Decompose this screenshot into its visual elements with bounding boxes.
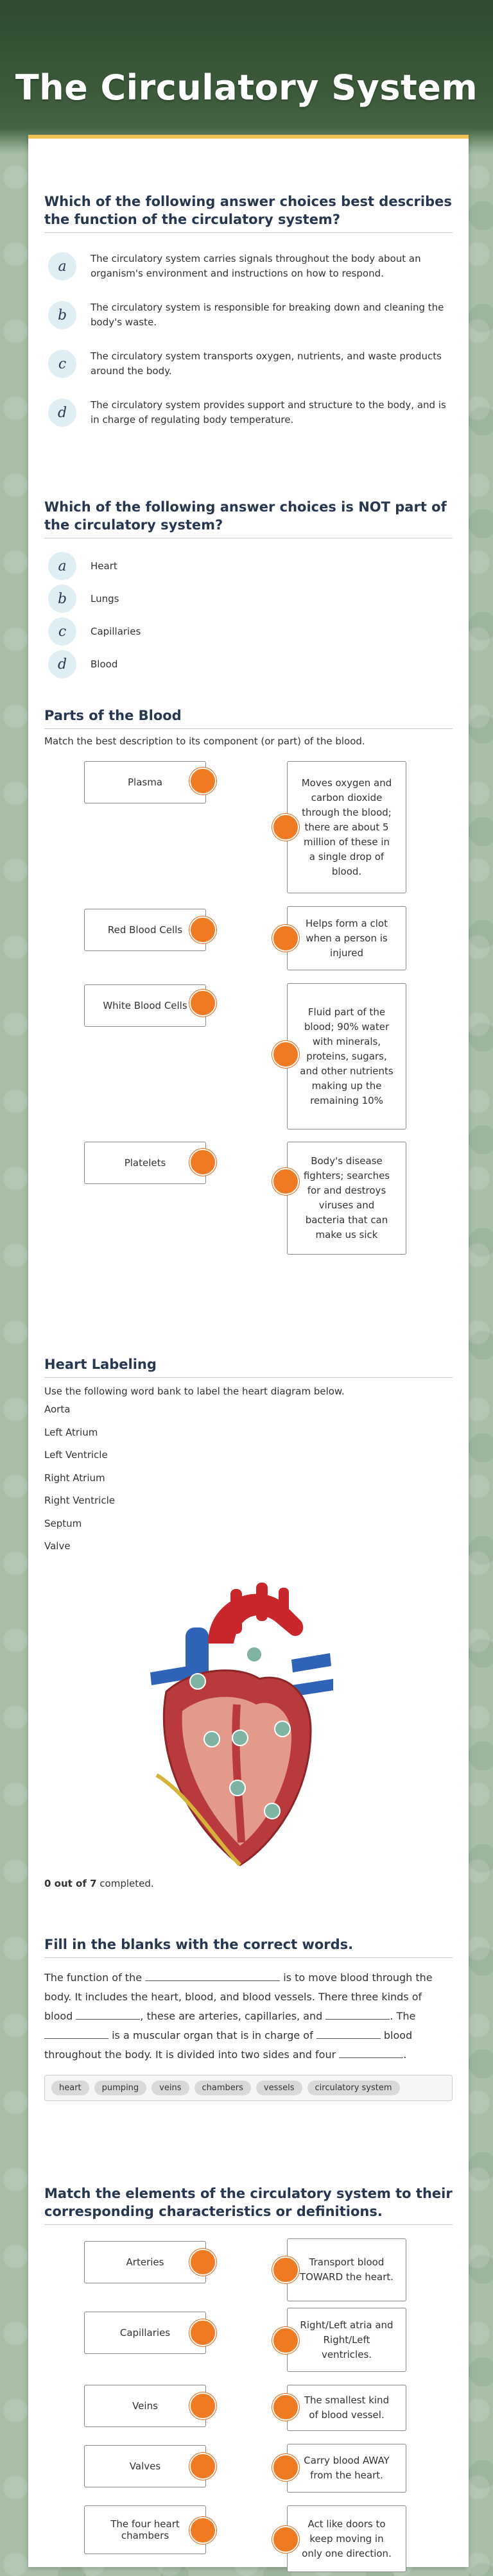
option-text: The circulatory system is responsible for breaking down and cleaning the body's waste. (91, 302, 444, 328)
word-valve: Valve (44, 1540, 71, 1552)
word-right-ventricle: Right Ventricle (44, 1495, 115, 1506)
match-connector[interactable] (272, 2394, 299, 2421)
fill-text: is to move blood through the body. It includes the heart, blood, and blood vessels. There three kinds of blood (44, 1971, 433, 2022)
match-connector[interactable] (272, 1168, 299, 1195)
option-letter: c (48, 350, 76, 378)
match-connector[interactable] (272, 2454, 299, 2481)
match-definition[interactable]: The smallest kind of blood vessel. (287, 2385, 406, 2431)
fill-text: . (403, 2048, 407, 2061)
match-item-capillaries[interactable]: Capillaries (84, 2312, 206, 2354)
match-connector[interactable] (189, 1149, 216, 1176)
completion-count: 0 out of 7 (44, 1878, 97, 1889)
fill-title: Fill in the blanks with the correct words. (44, 1936, 453, 1958)
question-2-title (44, 498, 453, 538)
label-dot[interactable] (275, 1721, 290, 1737)
match-definition[interactable]: Act like doors to keep moving in only one direction. (287, 2505, 406, 2572)
question-2-text: Which of the following answer choices is (44, 499, 359, 515)
match-connector[interactable] (189, 2249, 216, 2276)
q2-option-a[interactable] (48, 552, 117, 580)
label-dot[interactable] (264, 1803, 280, 1819)
fill-text: blood throughout the body. It is divided into two sides and four (44, 2029, 413, 2061)
question-2-text-end: part of the circulatory system? (44, 499, 447, 533)
match-connector[interactable] (272, 2327, 299, 2354)
match-definition[interactable]: Right/Left atria and Right/Left ventricles. (287, 2308, 406, 2372)
blood-title: Parts of the Blood (44, 707, 453, 729)
q2-option-b[interactable] (48, 585, 119, 613)
match-connector[interactable] (189, 2517, 216, 2544)
q2-option-d[interactable] (48, 650, 117, 678)
label-dot[interactable] (246, 1647, 262, 1662)
word-chip[interactable]: pumping (94, 2081, 147, 2095)
match-connector[interactable] (189, 2319, 216, 2346)
option-text: The circulatory system carries signals throughout the body about an organism's environment and instructions on how to respond. (91, 253, 421, 279)
label-dot[interactable] (204, 1731, 220, 1747)
completion-suffix: completed. (96, 1878, 154, 1889)
option-text: Heart (91, 560, 117, 572)
question-1 (44, 193, 453, 425)
option-text: Blood (91, 658, 118, 670)
artery-branch-shape (230, 1589, 242, 1634)
circulatory-matching (44, 2185, 453, 2225)
fill-text: The function of the (44, 1971, 146, 1984)
word-aorta: Aorta (44, 1404, 71, 1415)
heart-labeling (44, 1355, 453, 1558)
blank-input[interactable] (76, 2008, 140, 2020)
blank-input[interactable] (339, 2047, 403, 2058)
option-text: The circulatory system transports oxygen, nutrients, and waste products around the body. (91, 350, 442, 377)
completion-status (44, 1878, 154, 1889)
match-connector[interactable] (272, 2256, 299, 2283)
fill-text: is a muscular organ that is in charge of (108, 2029, 316, 2041)
q2-option-c[interactable] (48, 617, 141, 646)
word-chip[interactable]: chambers (195, 2081, 251, 2095)
match-definition[interactable]: Body's disease fighters; searches for and destroys viruses and bacteria that can make us sick (287, 1142, 406, 1255)
match-connector[interactable] (272, 814, 299, 841)
word-chip[interactable]: heart (51, 2081, 89, 2095)
match-connector[interactable] (189, 990, 216, 1017)
option-letter: b (48, 585, 76, 613)
label-dot[interactable] (230, 1780, 245, 1796)
match-item-white-blood-cells[interactable]: White Blood Cells (84, 984, 206, 1027)
fill-text: , these are arteries, capillaries, and (140, 2010, 326, 2022)
match-item-veins[interactable]: Veins (84, 2385, 206, 2427)
heart-word-bank (44, 1398, 453, 1558)
question-2 (44, 498, 453, 673)
word-left-ventricle: Left Ventricle (44, 1449, 108, 1461)
question-1-title: Which of the following answer choices best describes the function of the circulatory system? (44, 193, 453, 233)
option-letter: d (48, 399, 76, 427)
match-connector[interactable] (272, 2526, 299, 2553)
match2-title: Match the elements of the circulatory system to their corresponding characteristics or definitions. (44, 2185, 453, 2225)
page-title: The Circulatory System (15, 67, 478, 108)
blank-input[interactable] (145, 1970, 280, 1981)
q1-option-a[interactable] (48, 252, 450, 281)
word-septum: Septum (44, 1517, 82, 1529)
artery-branch-shape (279, 1588, 289, 1623)
blood-instruction: Match the best description to its component (or part) of the blood. (44, 735, 365, 747)
option-text: Capillaries (91, 625, 141, 637)
match-item-arteries[interactable]: Arteries (84, 2241, 206, 2283)
fill-text: . The (390, 2010, 416, 2022)
fill-in-blanks (44, 1936, 453, 2101)
heart-diagram (137, 1583, 343, 1884)
match-definition[interactable]: Moves oxygen and carbon dioxide through the blood; there are about 5 million of these in a single drop of blood. (287, 761, 406, 893)
aorta-shape (208, 1594, 303, 1644)
option-letter: a (48, 552, 76, 580)
match-item-valves[interactable]: Valves (84, 2445, 206, 2487)
match-connector[interactable] (189, 916, 216, 943)
match-item-platelets[interactable]: Platelets (84, 1142, 206, 1184)
option-text: Lungs (91, 592, 119, 605)
word-chip[interactable]: circulatory system (307, 2081, 400, 2095)
word-chip[interactable]: vessels (256, 2081, 302, 2095)
match-connector[interactable] (189, 768, 216, 794)
label-dot[interactable] (232, 1730, 248, 1746)
artery-branch-shape (256, 1583, 268, 1621)
match-connector[interactable] (272, 925, 299, 952)
label-dot[interactable] (190, 1674, 205, 1689)
fill-passage (44, 1968, 453, 2065)
worksheet-card (28, 135, 469, 2567)
match-definition[interactable]: Fluid part of the blood; 90% water with minerals, proteins, sugars, and other nutrients making up the remaining 10% (287, 983, 406, 1129)
option-letter: b (48, 301, 76, 329)
match-item-four-heart-chambers[interactable]: The four heart chambers (84, 2505, 206, 2554)
heart-title: Heart Labeling (44, 1355, 453, 1378)
blank-input[interactable] (325, 2008, 390, 2020)
word-left-atrium: Left Atrium (44, 1426, 98, 1438)
q1-option-c[interactable] (48, 349, 450, 379)
word-right-atrium: Right Atrium (44, 1472, 105, 1484)
fill-word-bank (44, 2075, 453, 2101)
question-2-emphasis: NOT (358, 499, 390, 515)
blank-input[interactable] (316, 2027, 381, 2039)
q1-option-d[interactable] (48, 398, 450, 427)
match-connector[interactable] (189, 2453, 216, 2480)
option-text: The circulatory system provides support and structure to the body, and is in charge of regulating body temperature. (91, 399, 446, 425)
match-item-red-blood-cells[interactable]: Red Blood Cells (84, 909, 206, 951)
q1-option-b[interactable] (48, 300, 450, 330)
pulmonary-vein-right-shape (291, 1653, 331, 1672)
blood-matching (44, 707, 453, 747)
match-definition[interactable]: Helps form a clot when a person is injured (287, 906, 406, 970)
option-letter: d (48, 650, 76, 678)
match-definition[interactable]: Carry blood AWAY from the heart. (287, 2444, 406, 2493)
option-letter: a (48, 252, 76, 280)
match-connector[interactable] (189, 2392, 216, 2419)
heart-instruction: Use the following word bank to label the heart diagram below. (44, 1386, 345, 1397)
option-letter: c (48, 617, 76, 646)
match-item-plasma[interactable]: Plasma (84, 761, 206, 803)
word-chip[interactable]: veins (151, 2081, 189, 2095)
match-connector[interactable] (272, 1041, 299, 1068)
blank-input[interactable] (44, 2027, 108, 2039)
match-definition[interactable]: Transport blood TOWARD the heart. (287, 2238, 406, 2301)
